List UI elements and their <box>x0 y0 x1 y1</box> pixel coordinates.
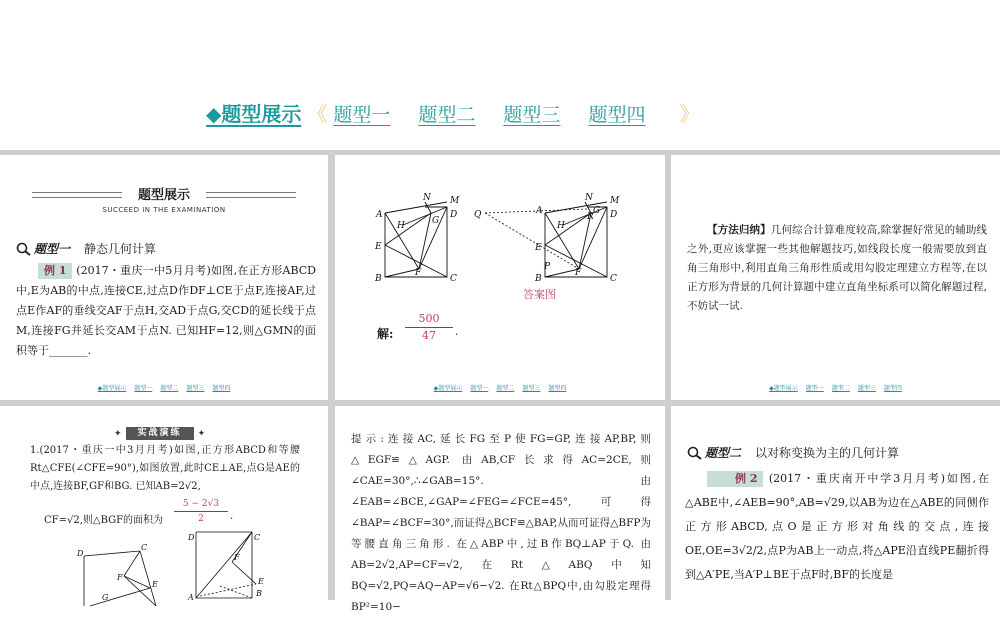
practice-figure-left-labels <box>76 543 158 602</box>
mini-nav <box>671 383 1000 392</box>
svg-text:C: C <box>141 543 148 552</box>
nav-title-link[interactable]: ◆题型展示 <box>206 102 302 126</box>
problem-body: (2017・重庆南开中学3月月考)如图,在△ABE中,∠AEB=90°,AB=√29,以AB为边在△ABE的同侧作正方形ABCD,点O是正方形对角线的交点,连接OE,OE=3√2/2,点P为AB上一动点,将△APE沿直线PE翻折得到△A′PE,当A′P⊥BE于点F时,BF的长度是 <box>685 472 990 581</box>
svg-text:B: B <box>535 274 542 284</box>
banner-left-line <box>32 192 122 198</box>
practice-problem-end: CF=√2,则△BGF的面积为 <box>44 515 164 526</box>
mini-nav-item[interactable]: 题型三 <box>522 385 541 392</box>
svg-text:F: F <box>234 553 240 562</box>
svg-text:A: A <box>376 210 383 220</box>
mini-nav-item[interactable]: 题型四 <box>883 385 902 392</box>
example-tag: 例 2 <box>707 471 763 487</box>
slide-thumbnail-1[interactable] <box>0 155 328 400</box>
mini-nav <box>0 383 328 392</box>
question-type-label: 题型一 <box>34 242 71 256</box>
svg-text:D: D <box>450 210 458 220</box>
svg-text:D: D <box>77 549 84 558</box>
practice-figure-right-dashed <box>200 584 256 598</box>
svg-text:G: G <box>102 593 109 602</box>
mini-nav-item[interactable]: ◆题型展示 <box>97 385 127 392</box>
nav-left-bracket: 《 <box>307 102 328 126</box>
mini-nav-item[interactable]: 题型一 <box>805 385 824 392</box>
practice-answer-denominator: 2 <box>198 514 204 524</box>
svg-text:F: F <box>117 573 123 582</box>
svg-text:E: E <box>375 242 382 252</box>
method-summary <box>687 221 987 316</box>
svg-text:B: B <box>256 589 262 598</box>
magnifier-icon <box>16 242 32 256</box>
nav-right-bracket: 》 <box>679 102 700 126</box>
figure-caption: 答案图 <box>523 288 556 301</box>
problem-body: (2017・重庆一中5月月考)如图,在正方形ABCD中,E为AB的中点,连接CE,过点D作DF⊥CE于点F,连接AF,过点E作AF的垂线交AF于点H,交AD于点G,交CD的延长线于点M,连接FG并延长交AM于点N. 已知HF=12,则△GMN的面积等于_______. <box>16 264 317 357</box>
question-type-header <box>687 444 899 461</box>
question-type-title: 静态几何计算 <box>84 242 157 256</box>
slide-thumbnail-5[interactable] <box>335 406 665 613</box>
geometry-figures <box>335 155 665 305</box>
practice-problem-body: 1.(2017・重庆一中3月月考)如图,正方形ABCD和等腰Rt△CFE(∠CFE=90°),如图放置,此时CE⊥AE,点G是AE的中点,连接BF,GF和BG. 已知AB=2√2, <box>30 445 300 492</box>
svg-text:C: C <box>610 274 617 284</box>
practice-banner <box>110 427 209 440</box>
nav-row <box>206 98 705 127</box>
star-icon: ✦ <box>197 428 206 439</box>
mini-nav-item[interactable]: 题型一 <box>134 385 153 392</box>
magnifier-icon <box>687 446 703 460</box>
svg-text:G: G <box>432 216 440 226</box>
mini-nav <box>335 383 665 392</box>
practice-figures <box>60 533 280 602</box>
star-icon: ✦ <box>114 428 122 439</box>
slide-thumbnail-4[interactable] <box>0 406 328 600</box>
banner-subtitle: SUCCEED IN THE EXAMINATION <box>102 206 226 214</box>
svg-text:D: D <box>188 533 195 542</box>
svg-text:C: C <box>254 533 261 542</box>
mini-nav-item[interactable]: 题型一 <box>470 385 489 392</box>
question-type-label: 题型二 <box>705 446 742 460</box>
answer-numerator: 500 <box>418 312 440 325</box>
answer-denominator: 47 <box>422 329 436 342</box>
svg-text:N: N <box>423 193 431 203</box>
answer-fraction <box>405 312 453 343</box>
svg-text:B: B <box>375 274 382 284</box>
svg-text:M: M <box>610 196 620 206</box>
svg-text:F: F <box>575 268 582 278</box>
svg-text:D: D <box>610 210 618 220</box>
fraction-bar <box>174 511 228 512</box>
svg-text:H: H <box>557 221 565 231</box>
svg-text:E: E <box>152 580 158 589</box>
practice-answer-tail: . <box>230 511 234 522</box>
mini-nav-item[interactable]: 题型三 <box>857 385 876 392</box>
banner-right-line <box>206 192 296 198</box>
mini-nav-item[interactable]: ◆题型展示 <box>433 385 463 392</box>
example-tag: 例 1 <box>38 263 72 279</box>
practice-problem <box>30 442 300 496</box>
figure-right-labels <box>474 193 620 284</box>
practice-figure-right <box>196 532 256 598</box>
figure-right-dashed <box>485 209 587 269</box>
practice-figure-right-labels <box>187 533 264 602</box>
method-tag: 【方法归纳】 <box>707 224 771 236</box>
svg-text:H: H <box>397 221 405 231</box>
method-text: 几何综合计算难度较高,除掌握好常见的辅助线之外,更应该掌握一些其他解题技巧,如线段长度一般需要放到直角三角形中,利用直角三角形性质或用勾股定理建立方程等,在以正方形为背景的几何计算题中建立直角坐标系可以简化解题过程,不妨试一试. <box>687 224 987 312</box>
svg-text:N: N <box>585 193 593 203</box>
practice-answer-fraction <box>174 498 228 525</box>
svg-text:A: A <box>536 206 543 216</box>
tab-type-4[interactable]: 题型四 <box>588 104 646 126</box>
problem-text <box>16 261 316 361</box>
svg-text:G: G <box>593 206 601 216</box>
mini-nav-item[interactable]: 题型四 <box>212 385 231 392</box>
mini-nav-item[interactable]: 题型二 <box>831 385 850 392</box>
svg-text:M: M <box>450 196 460 206</box>
question-type-header <box>16 240 156 257</box>
svg-text:E: E <box>535 243 542 253</box>
svg-text:E: E <box>258 577 264 586</box>
figure-left <box>385 202 447 277</box>
svg-text:F: F <box>415 268 422 278</box>
banner <box>32 184 296 214</box>
slide-thumbnail-3[interactable] <box>671 155 1000 400</box>
svg-text:P: P <box>544 262 551 272</box>
answer-label: 解: <box>377 327 394 341</box>
svg-text:A: A <box>188 593 194 602</box>
tab-type-3[interactable]: 题型三 <box>503 104 561 126</box>
mini-nav-item[interactable]: ◆题型展示 <box>769 385 798 392</box>
top-navigation <box>0 0 1000 150</box>
mini-nav-item[interactable]: 题型二 <box>496 385 515 392</box>
svg-text:C: C <box>450 274 457 284</box>
mini-nav-item[interactable]: 题型二 <box>160 385 179 392</box>
svg-text:Q: Q <box>474 210 482 220</box>
practice-answer-numerator: 5 − 2√3 <box>182 499 220 509</box>
mini-nav-item[interactable]: 题型三 <box>186 385 205 392</box>
svg-text:R: R <box>587 212 594 222</box>
mini-nav-item[interactable]: 题型四 <box>548 385 567 392</box>
tab-type-2[interactable]: 题型二 <box>418 104 476 126</box>
hint-text: 提示:连接AC,延长FG至P使FG=GP,连接AP,BP,则△EGF≌△AGP. 由AB,CF长求得AC=2CE,则∠CAE=30°,∴∠GAB=15°. 由∠EAB=∠BCE,∠GAP=∠FEG=∠FCE=45°,可得∠BAP=∠BCF=30°,而证得△BCF≌△BAP,从而可证得△BFP为等腰直角三角形. 在△ABP中,过B作BQ⊥AP于Q. 由AB=2√2,AP=CF=√2,在Rt△ABQ中知BQ=√2,PQ=AQ−AP=√6−√2. 在Rt△BPQ中,由勾股定理得BP²=10− <box>351 433 651 613</box>
problem-text <box>685 467 989 587</box>
answer-tail: . <box>455 325 459 338</box>
question-type-title: 以对称变换为主的几何计算 <box>755 446 900 460</box>
slide-thumbnail-6[interactable] <box>671 406 1000 600</box>
banner-title: 题型展示 <box>130 184 198 203</box>
slide-thumbnail-2[interactable] <box>335 155 665 400</box>
fraction-bar <box>405 327 453 328</box>
practice-title: 实战演练 <box>126 427 194 440</box>
tab-type-1[interactable]: 题型一 <box>333 104 391 126</box>
